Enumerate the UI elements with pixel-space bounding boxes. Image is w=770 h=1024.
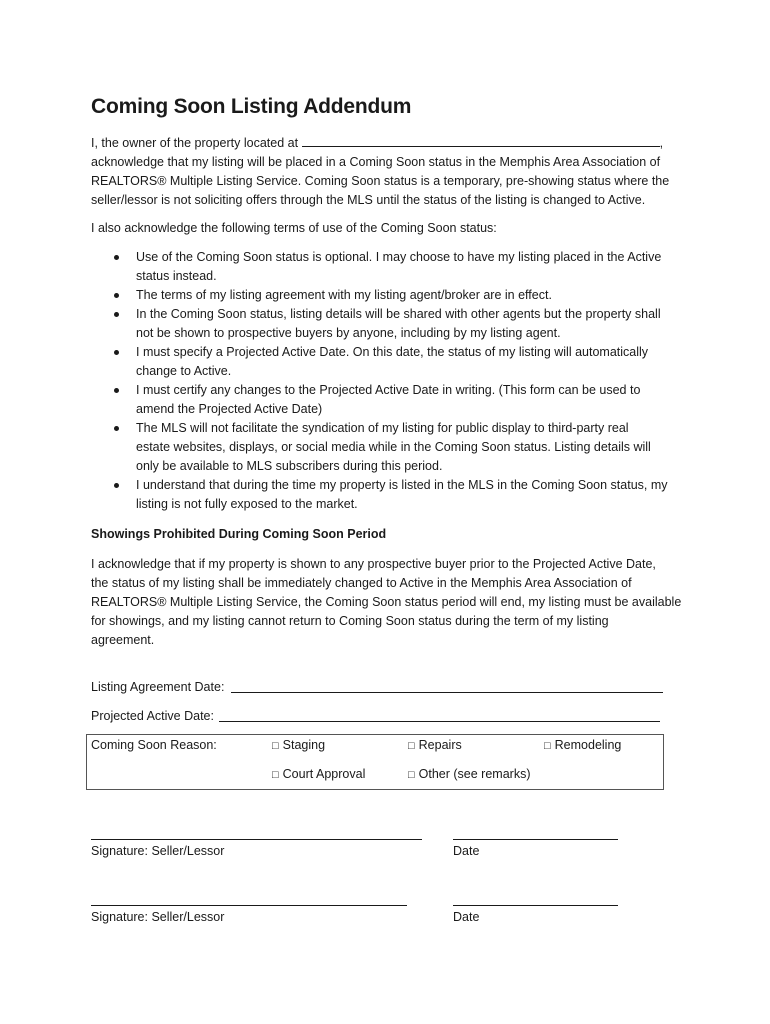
date-line-1[interactable]: [453, 839, 618, 840]
checkbox-icon: □: [272, 740, 279, 752]
terms-list: [91, 248, 691, 514]
signature-label-1: Signature: Seller/Lessor: [91, 844, 225, 858]
listing-agreement-date-field[interactable]: [231, 692, 663, 693]
reason-staging-checkbox[interactable]: □ Staging: [272, 738, 326, 752]
bullet-icon: [114, 255, 119, 260]
projected-active-date-label: Projected Active Date:: [91, 709, 214, 723]
intro-paragraph: I, the owner of the property located at , acknowledge that my listing will be placed in a Coming Soon status in the Memphis Area Association of REALTORS® Multiple Listing Service. Coming Soon status is a temporary, pre-showing status where the seller/lessor is not soliciting offers through the MLS until the status of the listing is changed to Active.: [91, 133, 691, 210]
signature-label-2: Signature: Seller/Lessor: [91, 910, 225, 924]
bullet-icon: [114, 293, 119, 298]
reason-remodeling-checkbox[interactable]: □ Remodeling: [544, 738, 622, 752]
signature-line-2[interactable]: [91, 905, 407, 906]
checkbox-icon: □: [408, 769, 415, 781]
term-item: I must specify a Projected Active Date. On this date, the status of my listing will automatically change to Active.: [91, 343, 691, 381]
showings-heading: Showings Prohibited During Coming Soon Period: [91, 527, 387, 541]
property-address-field[interactable]: [302, 133, 660, 147]
term-item: I understand that during the time my property is listed in the MLS in the Coming Soon status, my listing is not fully exposed to the market.: [91, 476, 691, 514]
terms-intro: I also acknowledge the following terms of use of the Coming Soon status:: [91, 221, 497, 235]
reason-court-approval-checkbox[interactable]: □ Court Approval: [272, 767, 366, 781]
checkbox-icon: □: [272, 769, 279, 781]
listing-agreement-date-label: Listing Agreement Date:: [91, 680, 225, 694]
term-item: The MLS will not facilitate the syndication of my listing for public display to third-party real estate websites, displays, or social media while in the Coming Soon status. Listing details will only be available to MLS subscribers during this period.: [91, 419, 691, 476]
intro-line-4: seller/lessor is not soliciting offers through the MLS until the status of the listing is changed to Active.: [91, 193, 646, 207]
bullet-icon: [114, 350, 119, 355]
document-title: Coming Soon Listing Addendum: [91, 95, 412, 118]
showings-paragraph: I acknowledge that if my property is shown to any prospective buyer prior to the Projected Active Date, the status of my listing shall be immediately changed to Active in the Memphis Area Association of REALTORS® Multiple Listing Service, the Coming Soon status period will end, my listing must be available for showings, and my listing cannot return to Coming Soon status during the term of my listing agreement.: [91, 557, 682, 647]
bullet-icon: [114, 483, 119, 488]
bullet-icon: [114, 312, 119, 317]
reason-repairs-checkbox[interactable]: □ Repairs: [408, 738, 462, 752]
term-item: The terms of my listing agreement with my listing agent/broker are in effect.: [91, 286, 691, 305]
date-line-2[interactable]: [453, 905, 618, 906]
coming-soon-reason-label: Coming Soon Reason:: [91, 738, 217, 752]
projected-active-date-field[interactable]: [219, 721, 660, 722]
checkbox-icon: □: [544, 740, 551, 752]
term-item: I must certify any changes to the Projected Active Date in writing. (This form can be used to amend the Projected Active Date): [91, 381, 691, 419]
intro-line-1: I, the owner of the property located at: [91, 136, 299, 150]
term-item: In the Coming Soon status, listing details will be shared with other agents but the property shall not be shown to prospective buyers by anyone, including by my listing agent.: [91, 305, 691, 343]
date-label-2: Date: [453, 910, 480, 924]
intro-line-2: acknowledge that my listing will be placed in a Coming Soon status in the Memphis Area Association of: [91, 155, 661, 169]
reason-other-checkbox[interactable]: □ Other (see remarks): [408, 767, 531, 781]
bullet-icon: [114, 426, 119, 431]
bullet-icon: [114, 388, 119, 393]
checkbox-icon: □: [408, 740, 415, 752]
date-label-1: Date: [453, 844, 480, 858]
term-item: Use of the Coming Soon status is optional. I may choose to have my listing placed in the Active status instead.: [91, 248, 691, 286]
intro-line-3: REALTORS® Multiple Listing Service. Coming Soon status is a temporary, pre-showing status where the: [91, 174, 670, 188]
signature-line-1[interactable]: [91, 839, 422, 840]
